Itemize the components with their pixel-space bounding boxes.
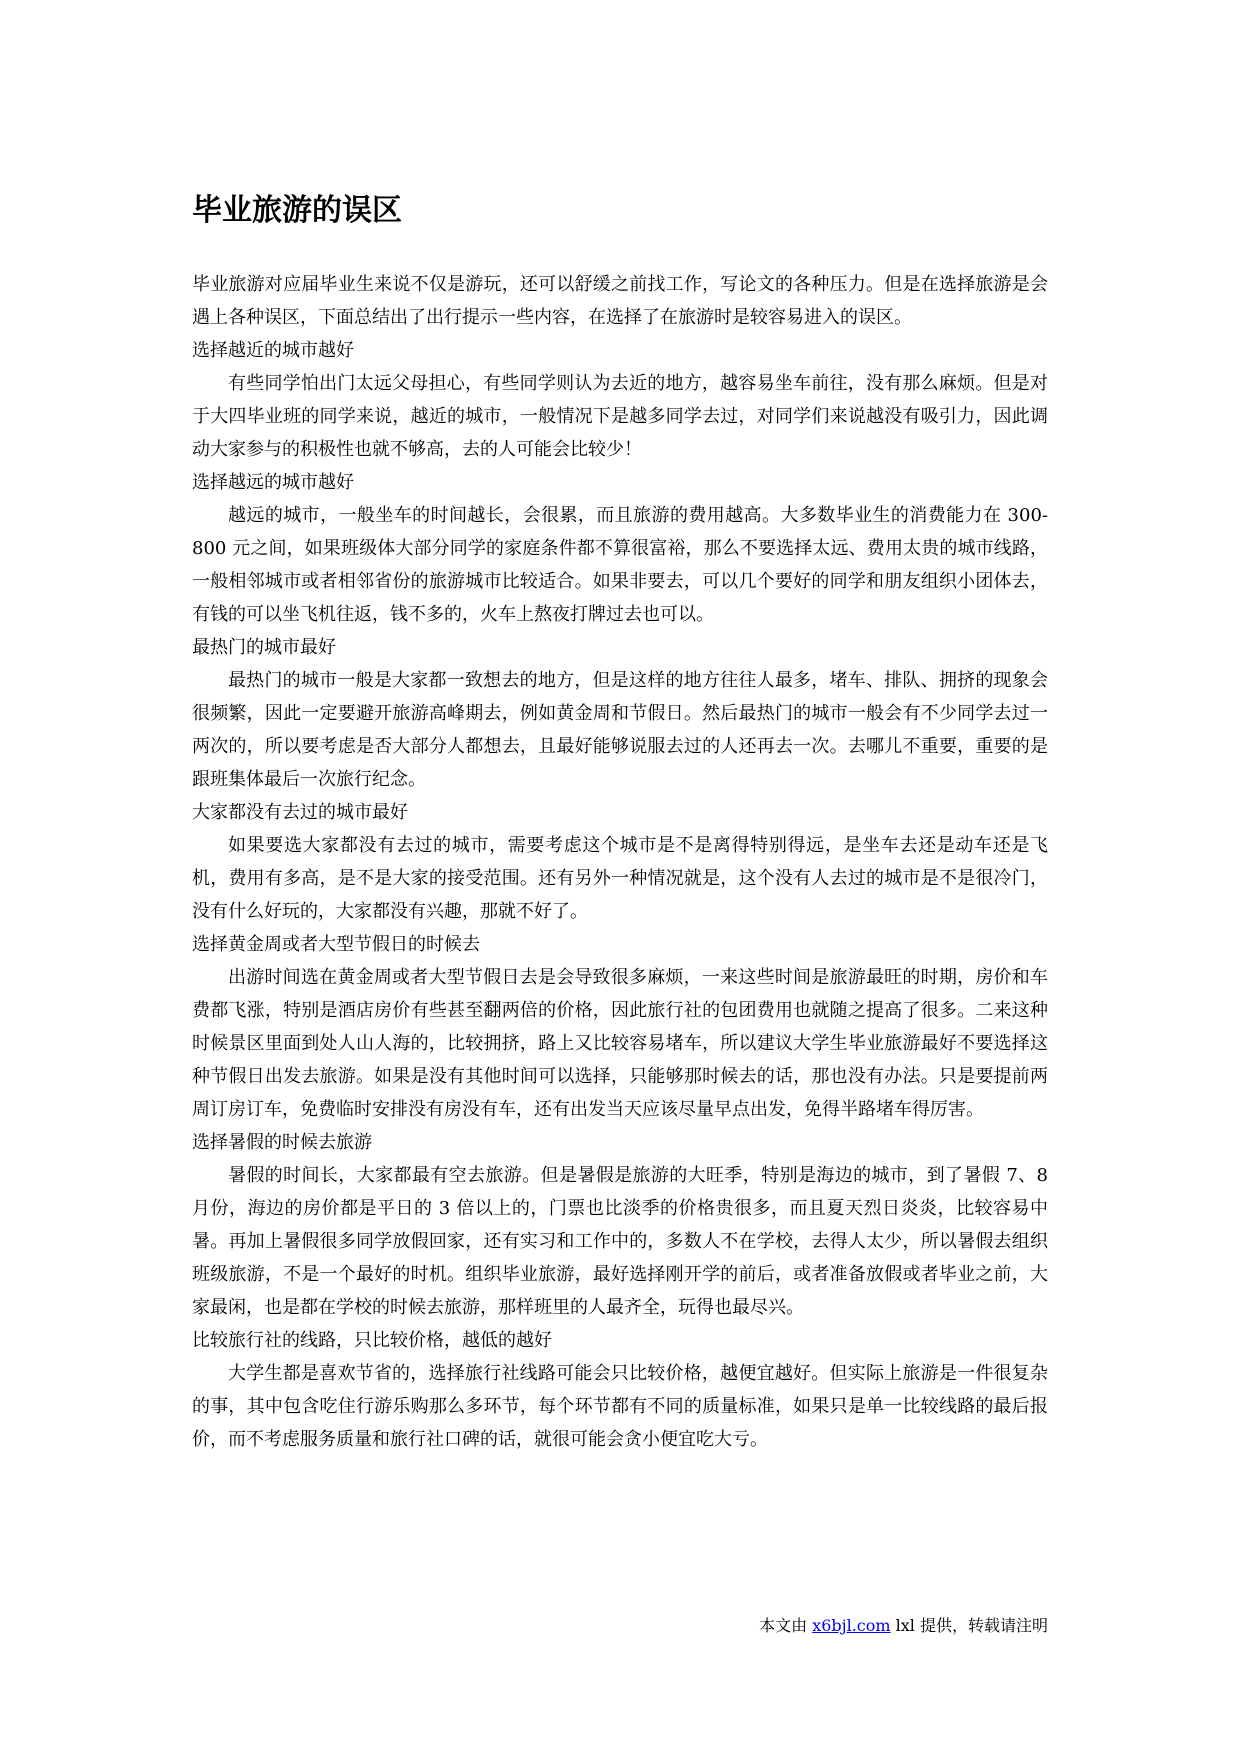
section-popular-cities [192,631,1048,796]
footer-suffix: lxl 提供，转载请注明 [890,1616,1048,1635]
section-unvisited-cities [192,796,1048,928]
section-paragraph: 大学生都是喜欢节省的，选择旅行社线路可能会只比较价格，越便宜越好。但实际上旅游是一件很复杂的事，其中包含吃住行游乐购那么多环节，每个环节都有不同的质量标准，如果只是单一比较线路的最后报价，而不考虑服务质量和旅行社口碑的话，就很可能会贪小便宜吃大亏。 [192,1363,1048,1450]
section-heading: 选择黄金周或者大型节假日的时候去 [192,934,480,955]
section-paragraph: 如果要选大家都没有去过的城市，需要考虑这个城市是不是离得特别得远，是坐车去还是动车还是飞机，费用有多高，是不是大家的接受范围。还有另外一种情况就是，这个没有人去过的城市是不是很冷门，没有什么好玩的，大家都没有兴趣，那就不好了。 [192,835,1048,922]
section-heading: 最热门的城市最好 [192,637,336,658]
section-paragraph: 有些同学怕出门太远父母担心，有些同学则认为去近的地方，越容易坐车前往，没有那么麻烦。但是对于大四毕业班的同学来说，越近的城市，一般情况下是越多同学去过，对同学们来说越没有吸引力，因此调动大家参与的积极性也就不够高，去的人可能会比较少！ [192,373,1048,460]
intro-paragraph: 毕业旅游对应届毕业生来说不仅是游玩，还可以舒缓之前找工作，写论文的各种压力。但是在选择旅游是会遇上各种误区，下面总结出了出行提示一些内容，在选择了在旅游时是较容易进入的误区。 [192,274,1048,328]
section-paragraph: 暑假的时间长，大家都最有空去旅游。但是暑假是旅游的大旺季，特别是海边的城市，到了暑假 7、8 月份，海边的房价都是平日的 3 倍以上的，门票也比淡季的价格贵很多，而且夏天烈日炎炎，比较容易中暑。再加上暑假很多同学放假回家，还有实习和工作中的，多数人不在学校，去得人太少，所以暑假去组织班级旅游，不是一个最好的时机。组织毕业旅游，最好选择刚开学的前后，或者准备放假或者毕业之前，大家最闲，也是都在学校的时候去旅游，那样班里的人最齐全，玩得也最尽兴。 [192,1165,1048,1318]
source-link[interactable]: x6bjl.com [812,1616,891,1635]
section-far-cities [192,466,1048,631]
section-heading: 选择越远的城市越好 [192,472,354,493]
section-heading: 选择暑假的时候去旅游 [192,1132,372,1153]
section-paragraph: 越远的城市，一般坐车的时间越长，会很累，而且旅游的费用越高。大多数毕业生的消费能力在 300-800 元之间，如果班级体大部分同学的家庭条件都不算很富裕，那么不要选择太远、费用太贵的城市线路，一般相邻城市或者相邻省份的旅游城市比较适合。如果非要去，可以几个要好的同学和朋友组织小团体去，有钱的可以坐飞机往返，钱不多的，火车上熬夜打牌过去也可以。 [192,505,1048,625]
document-body [192,268,1048,1456]
section-near-cities [192,334,1048,466]
section-heading: 选择越近的城市越好 [192,340,354,361]
section-heading: 大家都没有去过的城市最好 [192,802,408,823]
source-footer [759,1614,1048,1638]
section-golden-week [192,928,1048,1126]
section-paragraph: 出游时间选在黄金周或者大型节假日去是会导致很多麻烦，一来这些时间是旅游最旺的时期，房价和车费都飞涨，特别是酒店房价有些甚至翻两倍的价格，因此旅行社的包团费用也就随之提高了很多。二来这种时候景区里面到处人山人海的，比较拥挤，路上又比较容易堵车，所以建议大学生毕业旅游最好不要选择这种节假日出发去旅游。如果是没有其他时间可以选择，只能够那时候去的话，那也没有办法。只是要提前两周订房订车，免费临时安排没有房没有车，还有出发当天应该尽量早点出发，免得半路堵车得厉害。 [192,967,1048,1120]
footer-prefix: 本文由 [759,1616,813,1635]
section-paragraph: 最热门的城市一般是大家都一致想去的地方，但是这样的地方往往人最多，堵车、排队、拥挤的现象会很频繁，因此一定要避开旅游高峰期去，例如黄金周和节假日。然后最热门的城市一般会有不少同学去过一两次的，所以要考虑是否大部分人都想去，且最好能够说服去过的人还再去一次。去哪儿不重要，重要的是跟班集体最后一次旅行纪念。 [192,670,1048,790]
document-page [192,0,1048,1754]
section-summer-vacation [192,1126,1048,1324]
section-heading: 比较旅行社的线路，只比较价格，越低的越好 [192,1330,552,1351]
document-title: 毕业旅游的误区 [192,193,402,228]
section-price-comparison [192,1324,1048,1456]
